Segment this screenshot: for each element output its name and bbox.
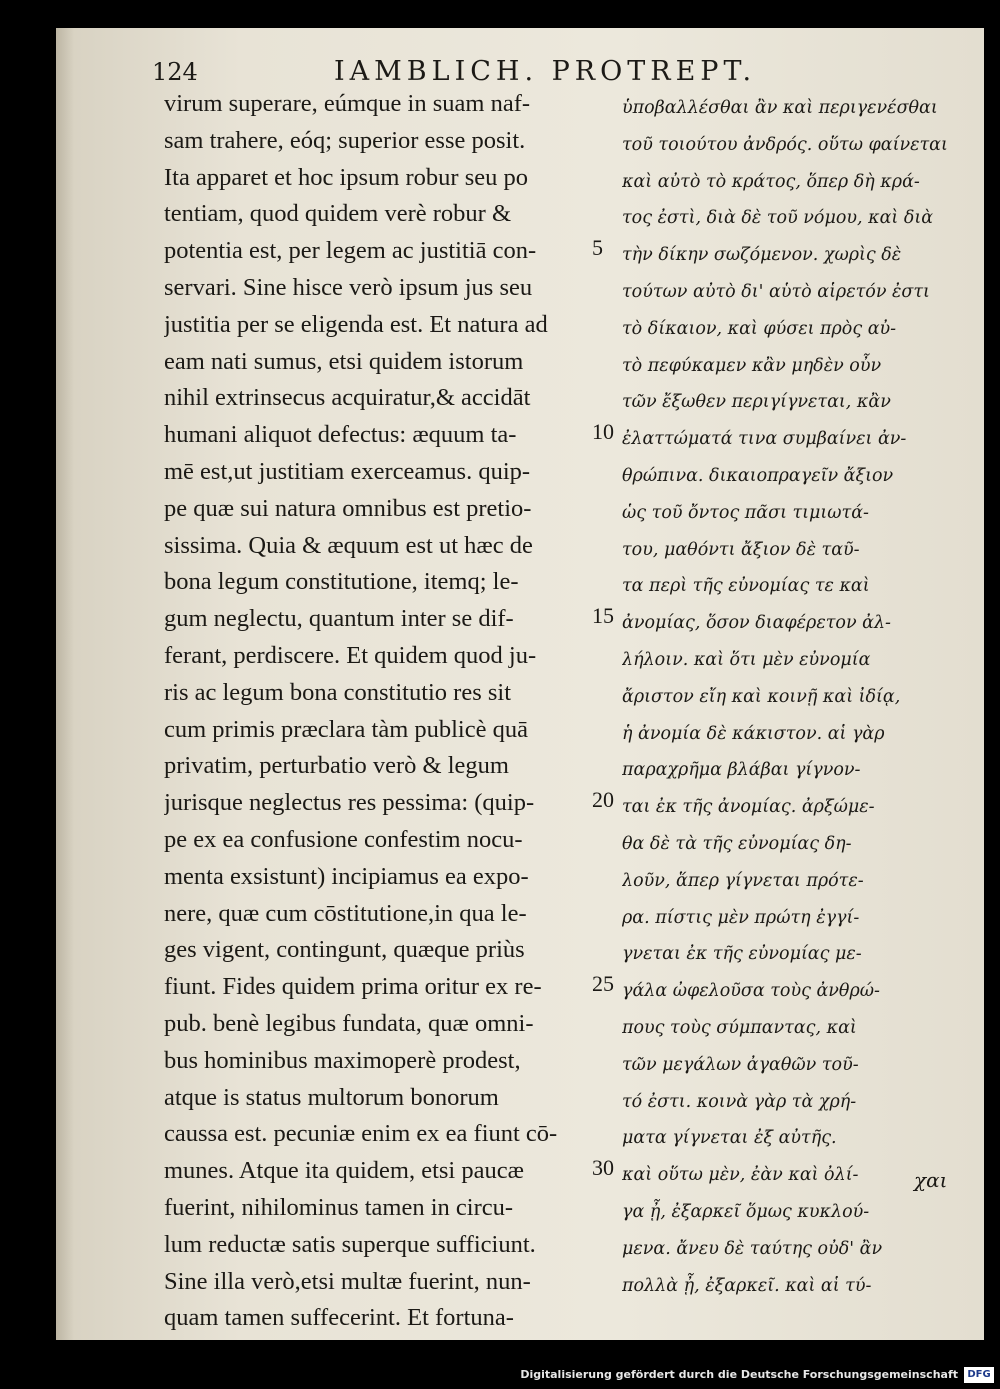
- greek-line: ρα. πίστις μὲν πρώτη ἐγγί-: [622, 907, 860, 928]
- dfg-logo: DFG: [964, 1367, 994, 1383]
- greek-line: ται ἐκ τῆς ἀνομίας. ἀρξώμε-: [622, 797, 875, 818]
- latin-line: gum neglectu, quantum inter se dif-: [164, 605, 514, 633]
- greek-line: ματα γίγνεται ἐξ αὐτῆς.: [622, 1128, 837, 1149]
- greek-line: τα περὶ τῆς εὐνομίας τε καὶ: [622, 576, 870, 597]
- latin-line: Ita apparet et hoc ipsum robur seu po: [164, 163, 528, 191]
- greek-line: παραχρῆμα βλάβαι γίγνον-: [622, 760, 861, 781]
- greek-line: τούτων αὐτὸ δι' αὑτὸ αἱρετόν ἐστι: [622, 281, 930, 302]
- greek-line: γα ᾖ, ἐξαρκεῖ ὅμως κυκλού-: [622, 1201, 870, 1222]
- greek-line: ἡ ἀνομία δὲ κάκιστον. αἱ γὰρ: [622, 723, 885, 744]
- greek-line: λοῦν, ἅπερ γίγνεται πρότε-: [622, 870, 864, 891]
- latin-line: menta exsistunt) incipiamus ea expo-: [164, 862, 529, 890]
- latin-line: Sine illa verò,etsi multæ fuerint, nun-: [164, 1267, 531, 1295]
- latin-line: fuerint, nihilominus tamen in circu-: [164, 1193, 514, 1221]
- digitization-footer: [0, 1364, 1000, 1389]
- latin-line: ferant, perdiscere. Et quidem quod ju-: [164, 641, 537, 669]
- line-number: 20: [592, 787, 614, 813]
- funding-credit: Digitalisierung gefördert durch die Deutsche Forschungsgemeinschaft: [520, 1368, 958, 1381]
- greek-line: τὸ δίκαιον, καὶ φύσει πρὸς αὐ-: [622, 318, 897, 339]
- latin-line: bus hominibus maximoperè prodest,: [164, 1046, 521, 1074]
- greek-line: ὡς τοῦ ὄντος πᾶσι τιμιωτά-: [622, 502, 869, 523]
- latin-line: tentiam, quod quidem verè robur &: [164, 200, 511, 228]
- greek-line: καὶ αὐτὸ τὸ κράτος, ὅπερ δὴ κρά-: [622, 171, 920, 192]
- latin-line: ges vigent, contingunt, quæque priùs: [164, 936, 525, 964]
- latin-line: caussa est. pecuniæ enim ex ea fiunt cō-: [164, 1120, 558, 1148]
- greek-line: ἀνομίας, ὅσον διαφέρετον ἀλ-: [622, 613, 891, 634]
- latin-line: munes. Atque ita quidem, etsi paucæ: [164, 1157, 524, 1185]
- book-page: [56, 28, 984, 1340]
- greek-line: τό ἐστι. κοινὰ γὰρ τὰ χρή-: [622, 1091, 857, 1112]
- greek-line: λήλοιν. καὶ ὅτι μὲν εὐνομία: [622, 649, 871, 670]
- latin-line: atque is status multorum bonorum: [164, 1083, 499, 1111]
- latin-line: lum reductæ satis superque sufficiunt.: [164, 1230, 536, 1258]
- line-number: 10: [592, 419, 614, 445]
- latin-line: pe ex ea confusione confestim nocu-: [164, 825, 523, 853]
- latin-text-column: [164, 86, 646, 1337]
- latin-line: sissima. Quia & æquum est ut hæc de: [164, 531, 533, 559]
- greek-line: ἐλαττώματά τινα συμβαίνει ἀν-: [622, 429, 907, 450]
- latin-line: justitia per se eligenda est. Et natura ad: [164, 310, 548, 338]
- latin-line: quam tamen suffecerint. Et fortuna-: [164, 1304, 514, 1332]
- page-gutter-shadow: [56, 28, 74, 1340]
- greek-text-column: [622, 90, 966, 1304]
- latin-line: sam trahere, eóq; superior esse posit.: [164, 126, 526, 154]
- line-number: 25: [592, 971, 614, 997]
- greek-line: τῶν μεγάλων ἀγαθῶν τοῦ-: [622, 1054, 859, 1075]
- latin-line: ris ac legum bona constitutio res sit: [164, 678, 512, 706]
- latin-line: pub. benè legibus fundata, quæ omni-: [164, 1009, 534, 1037]
- latin-line: servari. Sine hisce verò ipsum jus seu: [164, 273, 533, 301]
- greek-line: γνεται ἐκ τῆς εὐνομίας με-: [622, 944, 862, 965]
- line-number: 5: [592, 235, 603, 261]
- greek-line: τὸ πεφύκαμεν κἂν μηδὲν οὖν: [622, 355, 882, 376]
- greek-line: του, μαθόντι ἄξιον δὲ ταῦ-: [622, 539, 860, 560]
- line-number: 30: [592, 1155, 614, 1181]
- latin-line: fiunt. Fides quidem prima oritur ex re-: [164, 973, 542, 1001]
- latin-line: bona legum constitutione, itemq; le-: [164, 568, 519, 596]
- greek-line: τος ἐστὶ, διὰ δὲ τοῦ νόμου, καὶ διὰ: [622, 208, 934, 229]
- greek-line: γάλα ὠφελοῦσα τοὺς ἀνθρώ-: [622, 981, 880, 1002]
- greek-line: καὶ οὕτω μὲν, ἐὰν καὶ ὀλί-: [622, 1165, 859, 1186]
- latin-line: mē est,ut justitiam exerceamus. quip-: [164, 457, 531, 485]
- greek-line: τὴν δίκην σωζόμενον. χωρὶς δὲ: [622, 245, 902, 266]
- latin-line: cum primis præclara tàm publicè quā: [164, 715, 528, 743]
- latin-line: pe quæ sui natura omnibus est pretio-: [164, 494, 532, 522]
- latin-line: nihil extrinsecus acquiratur,& accidāt: [164, 384, 531, 412]
- latin-line: potentia est, per legem ac justitiā con-: [164, 237, 537, 265]
- latin-line: virum superare, eúmque in suam naf-: [164, 90, 531, 117]
- running-title: IAMBLICH. PROTREPT.: [334, 56, 757, 87]
- latin-line: eam nati sumus, etsi quidem istorum: [164, 347, 524, 375]
- greek-line: ἄριστον εἴη καὶ κοινῇ καὶ ἰδίᾳ,: [622, 686, 901, 707]
- greek-line: τῶν ἔξωθεν περιγίγνεται, κἂν: [622, 392, 891, 413]
- latin-line: humani aliquot defectus: æquum ta-: [164, 421, 517, 449]
- line-number: 15: [592, 603, 614, 629]
- greek-line: μενα. ἄνευ δὲ ταύτης οὐδ' ἂν: [622, 1238, 883, 1259]
- greek-line: πους τοὺς σύμπαντας, καὶ: [622, 1017, 857, 1038]
- greek-line: θα δὲ τὰ τῆς εὐνομίας δη-: [622, 833, 852, 854]
- greek-line: τοῦ τοιούτου ἀνδρός. οὕτω φαίνεται: [622, 134, 948, 155]
- greek-line: θρώπινα. δικαιοπραγεῖν ἄξιον: [622, 465, 894, 486]
- latin-line: jurisque neglectus res pessima: (quip-: [164, 789, 535, 817]
- latin-line: nere, quæ cum cōstitutione,in qua le-: [164, 899, 527, 927]
- page-number: 124: [152, 58, 198, 86]
- latin-line: privatim, perturbatio verò & legum: [164, 752, 509, 780]
- catchword: χαι: [914, 1168, 948, 1192]
- greek-line: ὑποβαλλέσθαι ἂν καὶ περιγενέσθαι: [622, 98, 938, 118]
- greek-line: πολλὰ ᾖ, ἐξαρκεῖ. καὶ αἱ τύ-: [622, 1275, 872, 1296]
